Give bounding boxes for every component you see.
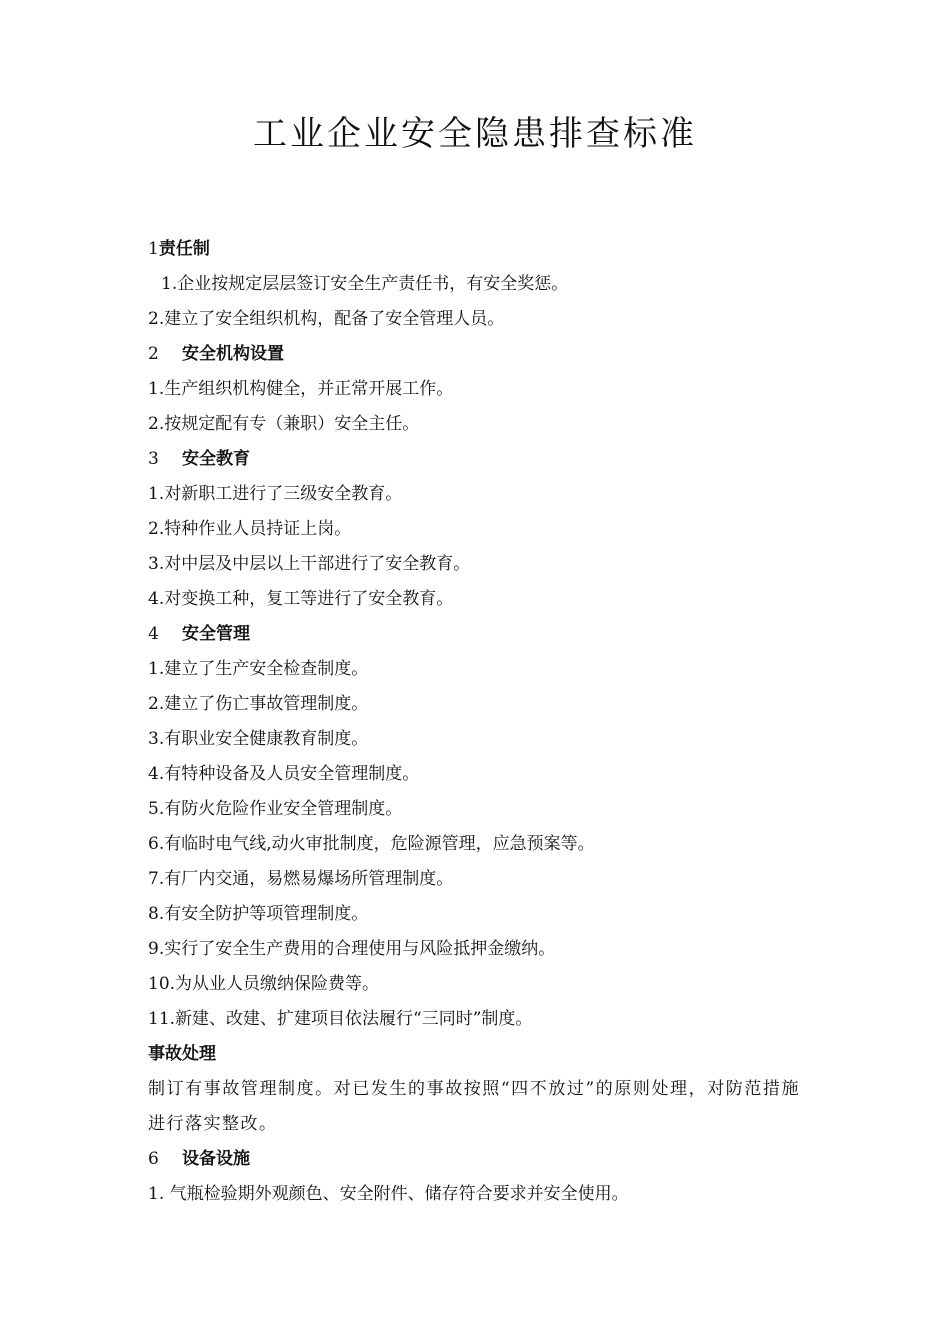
list-item: 2.建立了伤亡事故管理制度。 xyxy=(148,694,369,714)
section-number: 6 xyxy=(148,1149,159,1169)
list-item: 2.按规定配有专（兼职）安全主任。 xyxy=(148,414,420,434)
list-item: 11.新建、改建、扩建项目依法履行“三同时”制度。 xyxy=(148,1009,533,1029)
section-number: 1 xyxy=(148,239,159,259)
list-item: 1.企业按规定层层签订安全生产责任书，有安全奖惩。 xyxy=(161,274,569,294)
document-title: 工业企业安全隐患排查标准 xyxy=(253,114,697,154)
list-item: 5.有防火危险作业安全管理制度。 xyxy=(148,799,403,819)
section-title: 安全教育 xyxy=(182,449,250,469)
list-item: 3.有职业安全健康教育制度。 xyxy=(148,729,369,749)
list-item: 1. 气瓶检验期外观颜色、安全附件、储存符合要求并安全使用。 xyxy=(148,1184,629,1204)
section-heading xyxy=(148,1142,808,1177)
section-paragraph: 制订有事故管理制度。对已发生的事故按照“四不放过”的原则处理，对防范措施进行落实整改。 xyxy=(148,1079,800,1134)
list-item: 2.特种作业人员持证上岗。 xyxy=(148,519,352,539)
section-title: 责任制 xyxy=(158,239,210,259)
list-item: 2.建立了安全组织机构，配备了安全管理人员。 xyxy=(148,309,505,329)
section-heading xyxy=(148,337,808,372)
section-heading xyxy=(148,442,808,477)
list-item: 10.为从业人员缴纳保险费等。 xyxy=(148,974,380,994)
list-item: 8.有安全防护等项管理制度。 xyxy=(148,904,369,924)
section-heading xyxy=(148,1037,808,1072)
list-item: 1.对新职工进行了三级安全教育。 xyxy=(148,484,403,504)
section-title: 事故处理 xyxy=(148,1044,216,1064)
section-heading xyxy=(148,617,808,652)
section-heading xyxy=(148,232,808,267)
list-item: 1.生产组织机构健全，并正常开展工作。 xyxy=(148,379,454,399)
list-item: 9.实行了安全生产费用的合理使用与风险抵押金缴纳。 xyxy=(148,939,556,959)
list-item: 6.有临时电气线,动火审批制度，危险源管理，应急预案等。 xyxy=(148,834,595,854)
list-item: 1.建立了生产安全检查制度。 xyxy=(148,659,369,679)
list-item: 7.有厂内交通，易燃易爆场所管理制度。 xyxy=(148,869,454,889)
document-body xyxy=(148,232,808,1212)
section-number: 4 xyxy=(148,624,159,644)
section-title: 安全管理 xyxy=(182,624,250,644)
section-number: 3 xyxy=(148,449,159,469)
section-title: 设备设施 xyxy=(182,1149,250,1169)
list-item: 3.对中层及中层以上干部进行了安全教育。 xyxy=(148,554,471,574)
list-item: 4.有特种设备及人员安全管理制度。 xyxy=(148,764,420,784)
section-title: 安全机构设置 xyxy=(182,344,284,364)
list-item: 4.对变换工种，复工等进行了安全教育。 xyxy=(148,589,454,609)
section-number: 2 xyxy=(148,344,159,364)
